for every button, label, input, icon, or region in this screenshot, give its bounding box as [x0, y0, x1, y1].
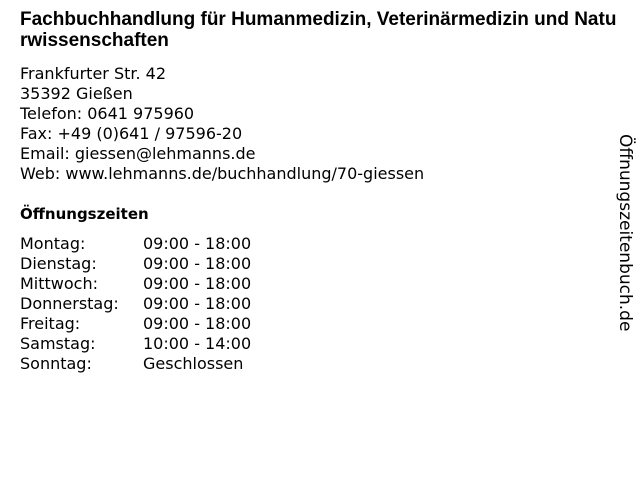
- hours-row-saturday: [20, 334, 251, 354]
- opening-hours-table: [20, 234, 251, 374]
- time-range: Geschlossen: [143, 354, 244, 373]
- day-label: Samstag:: [20, 334, 96, 353]
- hours-row-monday: [20, 234, 251, 254]
- postal-city: 35392 Gießen: [20, 84, 133, 103]
- street-address: Frankfurter Str. 42: [20, 64, 167, 83]
- day-label: Dienstag:: [20, 254, 97, 273]
- website-url: Web: www.lehmanns.de/buchhandlung/70-giessen: [20, 164, 425, 183]
- hours-row-sunday: [20, 354, 251, 374]
- time-range: 09:00 - 18:00: [143, 314, 252, 333]
- email-address: Email: giessen@lehmanns.de: [20, 144, 256, 163]
- address-block: [20, 64, 424, 184]
- hours-row-wednesday: [20, 274, 251, 294]
- day-label: Donnerstag:: [20, 294, 119, 313]
- site-brand-label: Öffnungszeitenbuch.de: [615, 134, 635, 332]
- day-label: Mittwoch:: [20, 274, 98, 293]
- time-range: 09:00 - 18:00: [143, 234, 252, 253]
- time-range: 09:00 - 18:00: [143, 254, 252, 273]
- time-range: 10:00 - 14:00: [143, 334, 252, 353]
- hours-row-thursday: [20, 294, 251, 314]
- hours-row-tuesday: [20, 254, 251, 274]
- day-label: Montag:: [20, 234, 86, 253]
- day-label: Sonntag:: [20, 354, 92, 373]
- day-label: Freitag:: [20, 314, 81, 333]
- store-name: Fachbuchhandlung für Humanmedizin, Veterinärmedizin und Naturwissenschaften: [20, 9, 617, 51]
- time-range: 09:00 - 18:00: [143, 294, 252, 313]
- opening-hours-heading: Öffnungszeiten: [20, 205, 149, 223]
- phone-number: Telefon: 0641 975960: [20, 104, 195, 123]
- time-range: 09:00 - 18:00: [143, 274, 252, 293]
- hours-row-friday: [20, 314, 251, 334]
- fax-number: Fax: +49 (0)641 / 97596-20: [20, 124, 243, 143]
